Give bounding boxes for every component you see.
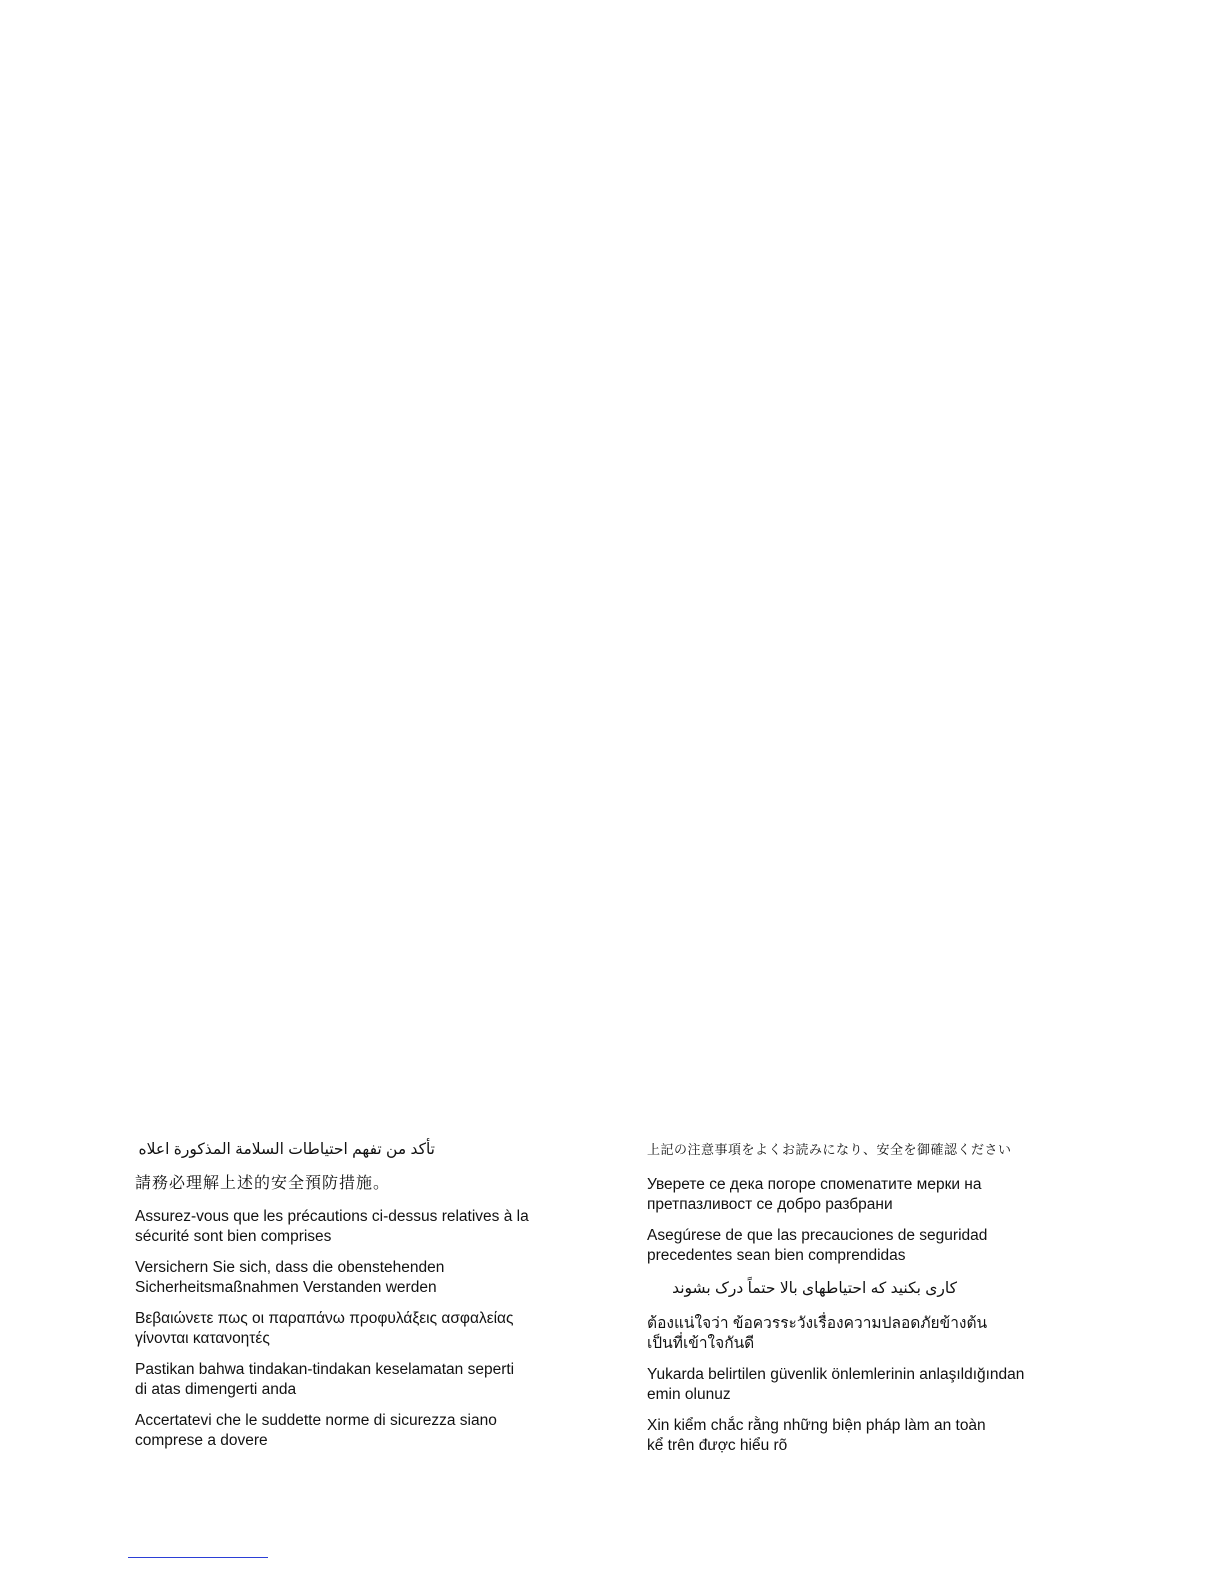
right-language-column bbox=[647, 1140, 1097, 1456]
footnote-divider bbox=[128, 1557, 268, 1558]
indonesian-safety-note: Pastikan bahwa tindakan-tindakan keselamatan seperti di atas dimengerti anda bbox=[135, 1361, 515, 1398]
spanish-safety-note: Asegúrese de que las precauciones de seguridad precedentes sean bien comprendidas bbox=[647, 1227, 988, 1264]
german-safety-note: Versichern Sie sich, dass die obenstehenden Sicherheitsmaßnahmen Verstanden werden bbox=[135, 1259, 445, 1296]
japanese-safety-note: 上記の注意事項をよくお読みになり、安全を御確認ください bbox=[647, 1142, 1012, 1157]
arabic-safety-note: تأكد من تفهم احتياطات السلامة المذكورة اعلاه bbox=[138, 1141, 435, 1158]
left-language-column bbox=[135, 1140, 605, 1451]
macedonian-safety-note: Уверете се дека погоре спомenатите мерки на претпазливост се добро разбрани bbox=[647, 1176, 982, 1213]
thai-safety-note: ต้องแน่ใจว่า ข้อควรระวังเรื่องความปลอดภัยข้างต้น เป็นที่เข้าใจกันดี bbox=[647, 1315, 988, 1352]
turkish-safety-note: Yukarda belirtilen güvenlik önlemlerinin anlaşıldığından emin olunuz bbox=[647, 1366, 1025, 1403]
greek-safety-note: Βεβαιώνετε πως οι παραπάνω προφυλάξεις ασφαλείας γίνονται κατανοητές bbox=[135, 1310, 514, 1347]
french-safety-note: Assurez-vous que les précautions ci-dessus relatives à la sécurité sont bien comprises bbox=[135, 1208, 529, 1245]
italian-safety-note: Accertatevi che le suddette norme di sicurezza siano comprese a dovere bbox=[135, 1412, 497, 1449]
chinese-safety-note: 請務必理解上述的安全預防措施。 bbox=[135, 1175, 391, 1192]
vietnamese-safety-note: Xin kiểm chắc rằng những biện pháp làm an toàn kể trên được hiểu rõ bbox=[647, 1417, 986, 1454]
persian-safety-note: کاری بکنید که احتیاطهای بالا حتماً درک بشوند bbox=[672, 1280, 957, 1297]
